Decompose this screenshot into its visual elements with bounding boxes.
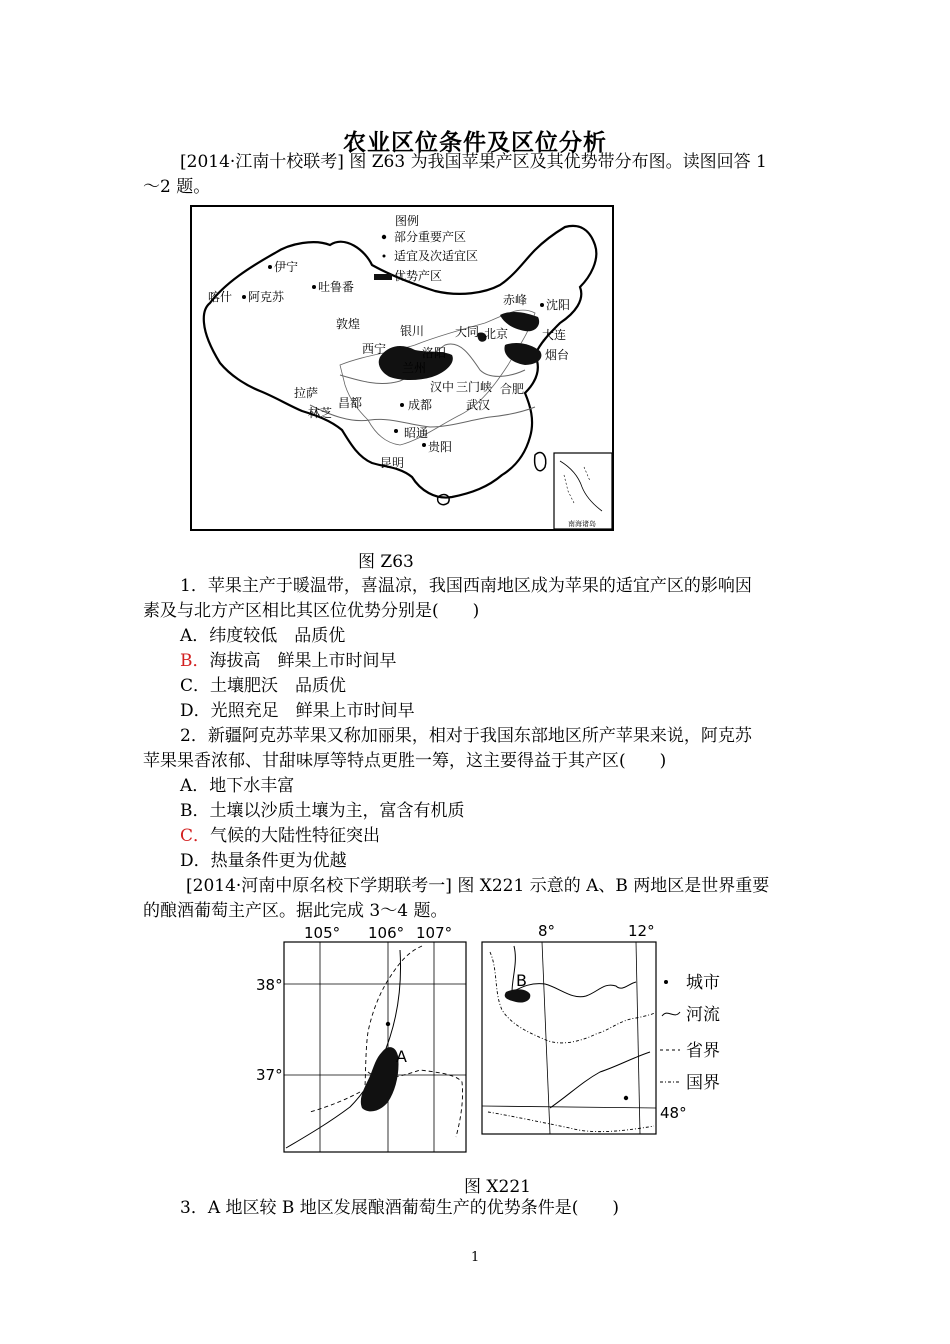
map1-legend-item-0: 部分重要产区 bbox=[394, 230, 467, 244]
city-label: 银川 bbox=[400, 324, 425, 338]
page-number: 1 bbox=[471, 1250, 480, 1265]
region-a bbox=[361, 1047, 399, 1111]
south-china-sea-inset bbox=[554, 453, 612, 529]
wine-regions-map bbox=[250, 922, 730, 1162]
q2-line-2: 苹果果香浓郁、甘甜味厚等特点更胜一筹，这主要得益于其产区( ) bbox=[143, 751, 667, 771]
map-a-lon-label: 106° bbox=[368, 924, 405, 942]
q2-option-b: B．土壤以沙质土壤为主，富含有机质 bbox=[180, 801, 465, 821]
city-dot bbox=[242, 295, 246, 299]
figure-x221-caption: 图 X221 bbox=[464, 1177, 531, 1197]
q1-option-d: D．光照充足 鲜果上市时间早 bbox=[180, 701, 415, 721]
intro-1-line-1: [2014·江南十校联考] 图 Z63 为我国苹果产区及其优势带分布图。读图回答 1 bbox=[180, 152, 767, 172]
q1-option-b: B．海拔高 鲜果上市时间早 bbox=[180, 651, 397, 671]
city-label: 洛阳 bbox=[422, 346, 447, 360]
intro-2-line-1: [2014·河南中原名校下学期联考一] 图 X221 示意的 A、B 两地区是世界重要 bbox=[186, 876, 770, 896]
region-b bbox=[505, 989, 531, 1002]
answer-mark: C． bbox=[180, 826, 211, 846]
city-dot bbox=[540, 303, 544, 307]
answer-mark: B． bbox=[180, 651, 210, 671]
city-dot bbox=[268, 265, 272, 269]
q1-line-1: 1．苹果主产于暖温带，喜温凉，我国西南地区成为苹果的适宜产区的影响因 bbox=[180, 576, 752, 596]
border-b2 bbox=[488, 1112, 654, 1132]
city-label: 大同 bbox=[455, 325, 480, 339]
map2-legend-item-2: 省界 bbox=[686, 1041, 720, 1061]
city-label: 北京 bbox=[484, 327, 509, 341]
city-label: 成都 bbox=[408, 398, 433, 412]
q2-option-d: D．热量条件更为优越 bbox=[180, 851, 347, 871]
q3-line-1: 3．A 地区较 B 地区发展酿酒葡萄生产的优势条件是( ) bbox=[180, 1198, 620, 1218]
map1-legend-title: 图例 bbox=[395, 214, 420, 228]
figure-z63-caption: 图 Z63 bbox=[358, 552, 414, 572]
province-border-a2 bbox=[310, 1092, 360, 1112]
map1-legend-item-1: 适宜及次适宜区 bbox=[394, 249, 479, 263]
city-label: 武汉 bbox=[466, 398, 491, 412]
city-label: 汉中 bbox=[430, 380, 455, 394]
rhine-river-b bbox=[512, 946, 636, 997]
city-label: 林芝 bbox=[308, 406, 333, 420]
region-a-label: A bbox=[396, 1047, 407, 1066]
map2-legend-item-1: 河流 bbox=[686, 1005, 720, 1025]
city-label: 大连 bbox=[542, 328, 567, 342]
danube-river-b bbox=[550, 1052, 650, 1108]
page-title: 农业区位条件及区位分析 bbox=[343, 130, 607, 156]
city-label: 昆明 bbox=[380, 456, 405, 470]
intro-2-line-2: 的酿酒葡萄主产区。据此完成 3～4 题。 bbox=[143, 901, 448, 921]
city-label: 西宁 bbox=[362, 342, 387, 356]
map-b-lat-label: 48° bbox=[660, 1104, 687, 1122]
legend-city-dot bbox=[664, 980, 668, 984]
map1-legend-item-2: 优势产区 bbox=[394, 269, 443, 283]
map-b-lon-label: 12° bbox=[628, 922, 655, 940]
city-dot bbox=[386, 1022, 390, 1026]
yellow-river-a bbox=[286, 950, 401, 1148]
q2-line-1: 2．新疆阿克苏苹果又称加丽果，相对于我国东部地区所产苹果来说，阿克苏 bbox=[180, 726, 752, 746]
city-label: 敦煌 bbox=[336, 317, 361, 331]
city-label: 昌都 bbox=[338, 396, 363, 410]
map-a-lat-label: 38° bbox=[256, 976, 283, 994]
city-dot bbox=[400, 403, 404, 407]
city-label: 喀什 bbox=[208, 290, 233, 304]
map2-legend-item-3: 国界 bbox=[686, 1073, 720, 1093]
region-b-label: B bbox=[516, 971, 527, 990]
city-dot bbox=[422, 443, 426, 447]
legend-advantage-swatch bbox=[374, 274, 392, 280]
map-a-frame bbox=[284, 942, 466, 1152]
map-a-lon-label: 107° bbox=[416, 924, 453, 942]
city-label: 拉萨 bbox=[294, 386, 319, 400]
map-b-frame bbox=[482, 942, 656, 1134]
city-label: 贵阳 bbox=[428, 440, 453, 454]
intro-1-line-2: ～2 题。 bbox=[143, 177, 211, 197]
inset-label: 南海诸岛 bbox=[568, 520, 596, 528]
map-a-lon-label: 105° bbox=[304, 924, 341, 942]
china-apple-map bbox=[190, 205, 614, 531]
city-label: 吐鲁番 bbox=[318, 280, 355, 294]
city-dot bbox=[312, 285, 316, 289]
q2-option-c: C．气候的大陆性特征突出 bbox=[180, 826, 381, 846]
q2-option-a: A．地下水丰富 bbox=[180, 776, 295, 796]
city-label: 烟台 bbox=[545, 348, 570, 362]
map-b-lon-label: 8° bbox=[538, 922, 556, 940]
q1-line-2: 素及与北方产区相比其区位优势分别是( ) bbox=[143, 601, 480, 621]
city-label: 三门峡 bbox=[456, 380, 493, 394]
city-label: 阿克苏 bbox=[248, 290, 285, 304]
map-a-lat-label: 37° bbox=[256, 1066, 283, 1084]
q1-option-a: A．纬度较低 品质优 bbox=[180, 626, 346, 646]
city-label: 赤峰 bbox=[503, 293, 528, 307]
legend-river-line bbox=[662, 1012, 680, 1016]
city-label: 合肥 bbox=[500, 382, 525, 396]
legend-suitable-dot bbox=[383, 255, 386, 258]
city-label: 兰州 bbox=[402, 361, 427, 375]
city-dot bbox=[624, 1096, 628, 1100]
city-label: 伊宁 bbox=[274, 260, 299, 274]
city-dot bbox=[394, 429, 398, 433]
q1-option-c: C．土壤肥沃 品质优 bbox=[180, 676, 347, 696]
city-label: 沈阳 bbox=[546, 298, 571, 312]
city-label: 昭通 bbox=[404, 426, 429, 440]
map2-legend-item-0: 城市 bbox=[686, 973, 720, 993]
legend-city-dot bbox=[382, 235, 386, 239]
